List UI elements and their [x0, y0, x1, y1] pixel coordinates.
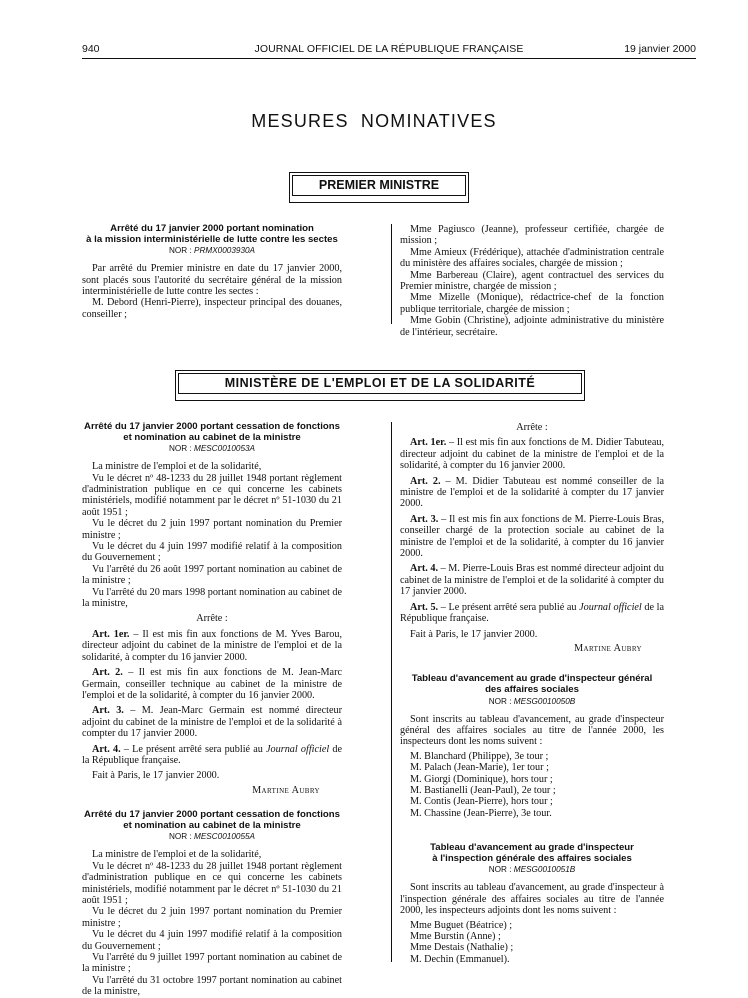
article: Art. 4. – M. Pierre-Louis Bras est nommé directeur adjoint du cabinet de la ministre de l'emploi et de la solidarité à compter du 17 janvier 2000.	[400, 563, 664, 598]
tableau-inspecteur	[400, 843, 664, 965]
journal-name: Journal officiel	[579, 601, 642, 613]
page-header	[82, 44, 696, 58]
article: Art. 5. – Le présent arrêté sera publié au Journal officiel de la République française.	[400, 601, 665, 625]
list-item: M. Chassine (Jean-Pierre), 3e tour.	[410, 807, 552, 819]
article: Art. 3. – M. Jean-Marc Germain est nommé directeur adjoint du cabinet de la ministre de l'emploi et de la solidarité à compter du 17 janvier 2000.	[82, 705, 342, 740]
article-label: Art. 2.	[92, 667, 123, 679]
list-item: M. Giorgi (Dominique), hors tour ;	[410, 773, 553, 785]
article-text: Il est mis fin aux fonctions de M. Jean-Marc Germain, conseiller technique au cabinet de la ministre de l'emploi et de la solidarité, à compter du 16 janvier 2000.	[82, 667, 342, 701]
visa: Vu le décret nº 48-1233 du 28 juillet 1948 portant règlement d'administration publique en ce qui concerne les cabinets ministériels, modifié notamment par le décret nº 51-1030 du 21 août 1951 ;	[82, 472, 342, 518]
list-item: M. Bastianelli (Jean-Paul), 2e tour ;	[410, 784, 556, 796]
section-heading-label: PREMIER MINISTRE	[292, 175, 466, 196]
arrete-word: Arrête :	[516, 422, 548, 433]
section2-right-column	[400, 422, 664, 965]
article-label: Art. 3.	[410, 513, 439, 525]
tableau-title-line1: Tableau d'avancement au grade d'inspecteur général	[411, 673, 653, 685]
visa: Vu l'arrêté du 26 août 1997 portant nomination au cabinet de la ministre ;	[82, 563, 342, 587]
nor-reference	[82, 832, 342, 842]
nor-code: MESG0010050B	[513, 696, 576, 706]
article: Art. 3. – Il est mis fin aux fonctions de M. Pierre-Louis Bras, conseiller chargé de la protection sociale au cabinet de la ministre de l'emploi et de la solidarité, à compter du 16 janvier 2000.	[400, 513, 664, 560]
visa: Vu le décret du 4 juin 1997 modifié relatif à la composition du Gouvernement ;	[82, 541, 342, 564]
list-item: Mme Burstin (Anne) ;	[410, 930, 501, 942]
arrete-title-line1: Arrêté du 17 janvier 2000 portant cessation de fonctions	[84, 421, 340, 432]
article-text: de la République française.	[82, 743, 343, 766]
signature: Martine Aubry	[252, 784, 320, 796]
article-label: Art. 4.	[92, 743, 121, 755]
column-divider	[391, 224, 392, 324]
paragraph: M. Debord (Henri-Pierre), inspecteur principal des douanes, conseiller ;	[82, 297, 342, 320]
nor-reference	[82, 246, 342, 256]
section-heading-premier-ministre	[289, 172, 469, 203]
visa: Vu le décret du 2 juin 1997 portant nomination du Premier ministre ;	[82, 906, 342, 929]
article-label: Art. 3.	[92, 705, 124, 717]
tableau-intro: Sont inscrits au tableau d'avancement, au grade d'inspecteur général des affaires sociales au titre de l'année 2000, les inspecteurs dont les noms suivent :	[400, 713, 664, 748]
nor-reference	[400, 697, 664, 707]
article-label: Art. 5.	[410, 601, 439, 613]
nor-label: NOR :	[168, 832, 192, 842]
article-text: M. Didier Tabuteau est nommé conseiller de la ministre de l'emploi et de la solidarité à compter du 17 janvier 2000.	[400, 475, 665, 510]
visa: Vu le décret du 4 juin 1997 modifié relatif à la composition du Gouvernement ;	[82, 929, 342, 952]
journal-title: JOURNAL OFFICIEL DE LA RÉPUBLIQUE FRANÇAISE	[254, 43, 524, 55]
visa: Vu l'arrêté du 20 mars 1998 portant nomination au cabinet de la ministre,	[82, 586, 342, 610]
section2-left-column	[82, 422, 342, 998]
nor-label: NOR :	[488, 696, 512, 706]
name-list	[400, 751, 664, 819]
list-item: Mme Mizelle (Monique), rédactrice-chef de la fonction publique territoriale, chargée de mission ;	[400, 292, 664, 315]
nor-code: PRMX0003930A	[194, 246, 256, 256]
list-item: M. Palach (Jean-Marie), 1er tour ;	[410, 762, 549, 774]
visa: La ministre de l'emploi et de la solidarité,	[92, 461, 262, 473]
paragraph: Par arrêté du Premier ministre en date du 17 janvier 2000, sont placés sous l'autorité du secrétaire général de la mission interministérielle de lutte contre les sectes :	[82, 263, 342, 297]
main-title: MESURES NOMINATIVES	[251, 111, 497, 131]
article: Art. 2. – Il est mis fin aux fonctions de M. Jean-Marc Germain, conseiller technique au cabinet de la ministre de l'emploi et de la solidarité, à compter du 16 janvier 2000.	[82, 667, 342, 701]
nor-label: NOR :	[168, 246, 192, 256]
article: Art. 4. – Le présent arrêté sera publié au Journal officiel de la République française.	[82, 743, 343, 766]
journal-name: Journal officiel	[266, 743, 330, 755]
nor-label: NOR :	[168, 444, 192, 454]
arrete-title-line2: à la mission interministérielle de lutte contre les sectes	[86, 233, 338, 245]
list-item: Mme Barbereau (Claire), agent contractuel des services du Premier ministre, chargée de mission ;	[400, 269, 664, 293]
arrete-title-line2: et nomination au cabinet de la ministre	[123, 431, 301, 443]
visa: Vu l'arrêté du 31 octobre 1997 portant nomination au cabinet de la ministre,	[82, 974, 342, 998]
arrete-title-line1: Arrêté du 17 janvier 2000 portant cessation de fonctions	[84, 809, 340, 821]
arrete-title-line2: et nomination au cabinet de la ministre	[123, 819, 301, 831]
fait-a-paris: Fait à Paris, le 17 janvier 2000.	[410, 628, 538, 640]
tableau-title-line2: des affaires sociales	[485, 683, 579, 695]
visa: Vu l'arrêté du 9 juillet 1997 portant nomination au cabinet de la ministre ;	[82, 952, 342, 975]
signature: Martine Aubry	[574, 642, 642, 654]
article-text: de la République française.	[400, 601, 665, 625]
list-item: Mme Amieux (Frédérique), attachée d'administration centrale du ministère des affaires sociales, chargée de mission ;	[400, 246, 664, 270]
arrete-mesc0010055a	[82, 810, 342, 997]
name-list	[400, 920, 664, 966]
list-item: Mme Gobin (Christine), adjointe administrative du ministère de l'intérieur, secrétaire.	[400, 315, 664, 338]
article-label: Art. 4.	[410, 563, 439, 575]
arrete-word: Arrête :	[196, 613, 228, 625]
list-item: Mme Destais (Nathalie) ;	[410, 942, 514, 954]
arrete-sectes-left	[82, 224, 342, 320]
article: Art. 2. – M. Didier Tabuteau est nommé conseiller de la ministre de l'emploi et de la solidarité à compter du 17 janvier 2000.	[400, 475, 665, 510]
visa: Vu le décret nº 48-1233 du 28 juillet 1948 portant règlement d'administration publique en ce qui concerne les cabinets ministériels, modifié notamment par le décret nº 51-1030 du 21 août 1951 ;	[82, 860, 342, 906]
article-text: Il est mis fin aux fonctions de M. Didier Tabuteau, directeur adjoint du cabinet de la ministre de l'emploi et de la solidarité, à compter du 16 janvier 2000.	[400, 437, 664, 472]
nor-code: MESC0010055A	[194, 832, 256, 842]
fait-a-paris: Fait à Paris, le 17 janvier 2000.	[92, 770, 220, 782]
section-heading-label: MINISTÈRE DE L'EMPLOI ET DE LA SOLIDARITÉ	[178, 373, 582, 394]
visa: Vu le décret du 2 juin 1997 portant nomination du Premier ministre ;	[82, 518, 342, 541]
arrete-sectes-right	[400, 224, 664, 338]
article-text: M. Pierre-Louis Bras est nommé directeur adjoint du cabinet de la ministre de l'emploi et de la solidarité à compter du 17 janvier 2000.	[400, 563, 664, 598]
list-item: M. Blanchard (Philippe), 3e tour ;	[410, 750, 549, 762]
nor-code: MESG0010051B	[513, 865, 576, 875]
tableau-title-line2: à l'inspection générale des affaires sociales	[432, 852, 632, 864]
article-label: Art. 1er.	[92, 628, 130, 640]
article-label: Art. 2.	[410, 475, 441, 487]
list-item: Mme Pagiusco (Jeanne), professeur certifiée, chargée de mission ;	[400, 224, 664, 247]
list-item: M. Contis (Jean-Pierre), hors tour ;	[410, 796, 553, 808]
page-number: 940	[82, 43, 100, 55]
article: Art. 1er. – Il est mis fin aux fonctions de M. Didier Tabuteau, directeur adjoint du cabinet de la ministre de l'emploi et de la solidarité, à compter du 16 janvier 2000.	[400, 437, 664, 472]
tableau-intro: Sont inscrits au tableau d'avancement, au grade d'inspecteur à l'inspection générale des affaires sociales au titre de l'année 2000, les inspecteurs adjoints dont les noms suivent :	[400, 882, 664, 917]
nor-reference	[82, 444, 342, 454]
arrete-title-line1: Arrêté du 17 janvier 2000 portant nomination	[110, 223, 314, 234]
tableau-inspecteur-general	[400, 674, 664, 819]
nor-code: MESC0010053A	[194, 444, 256, 454]
article-text: Il est mis fin aux fonctions de M. Pierre-Louis Bras, conseiller chargé de la protection sociale au cabinet de la ministre de l'emploi et de la solidarité, à compter du 16 janvier 2000.	[400, 513, 664, 560]
article-text: Le présent arrêté sera publié au	[132, 743, 263, 755]
section-heading-emploi-solidarite	[175, 370, 585, 401]
list-item: M. Dechin (Emmanuel).	[410, 953, 510, 965]
nor-reference	[400, 865, 664, 875]
nor-label: NOR :	[488, 865, 512, 875]
issue-date: 19 janvier 2000	[624, 43, 696, 55]
column-divider	[391, 422, 392, 962]
article: Art. 1er. – Il est mis fin aux fonctions de M. Yves Barou, directeur adjoint du cabinet de la ministre de l'emploi et de la solidarité, à compter du 16 janvier 2000.	[82, 628, 342, 663]
article-text: Il est mis fin aux fonctions de M. Yves Barou, directeur adjoint du cabinet de la ministre de l'emploi et de la solidarité, à compter du 16 janvier 2000.	[82, 628, 342, 663]
visa: La ministre de l'emploi et de la solidarité,	[92, 849, 262, 861]
article-label: Art. 1er.	[410, 437, 447, 449]
tableau-title-line1: Tableau d'avancement au grade d'inspecteur	[430, 842, 634, 854]
article-text: M. Jean-Marc Germain est nommé directeur adjoint du cabinet de la ministre de l'emploi et de la solidarité à compter du 17 janvier 2000.	[82, 705, 342, 740]
list-item: Mme Buguet (Béatrice) ;	[410, 919, 513, 931]
header-rule	[82, 58, 696, 59]
article-text: Le présent arrêté sera publié au	[448, 601, 577, 613]
